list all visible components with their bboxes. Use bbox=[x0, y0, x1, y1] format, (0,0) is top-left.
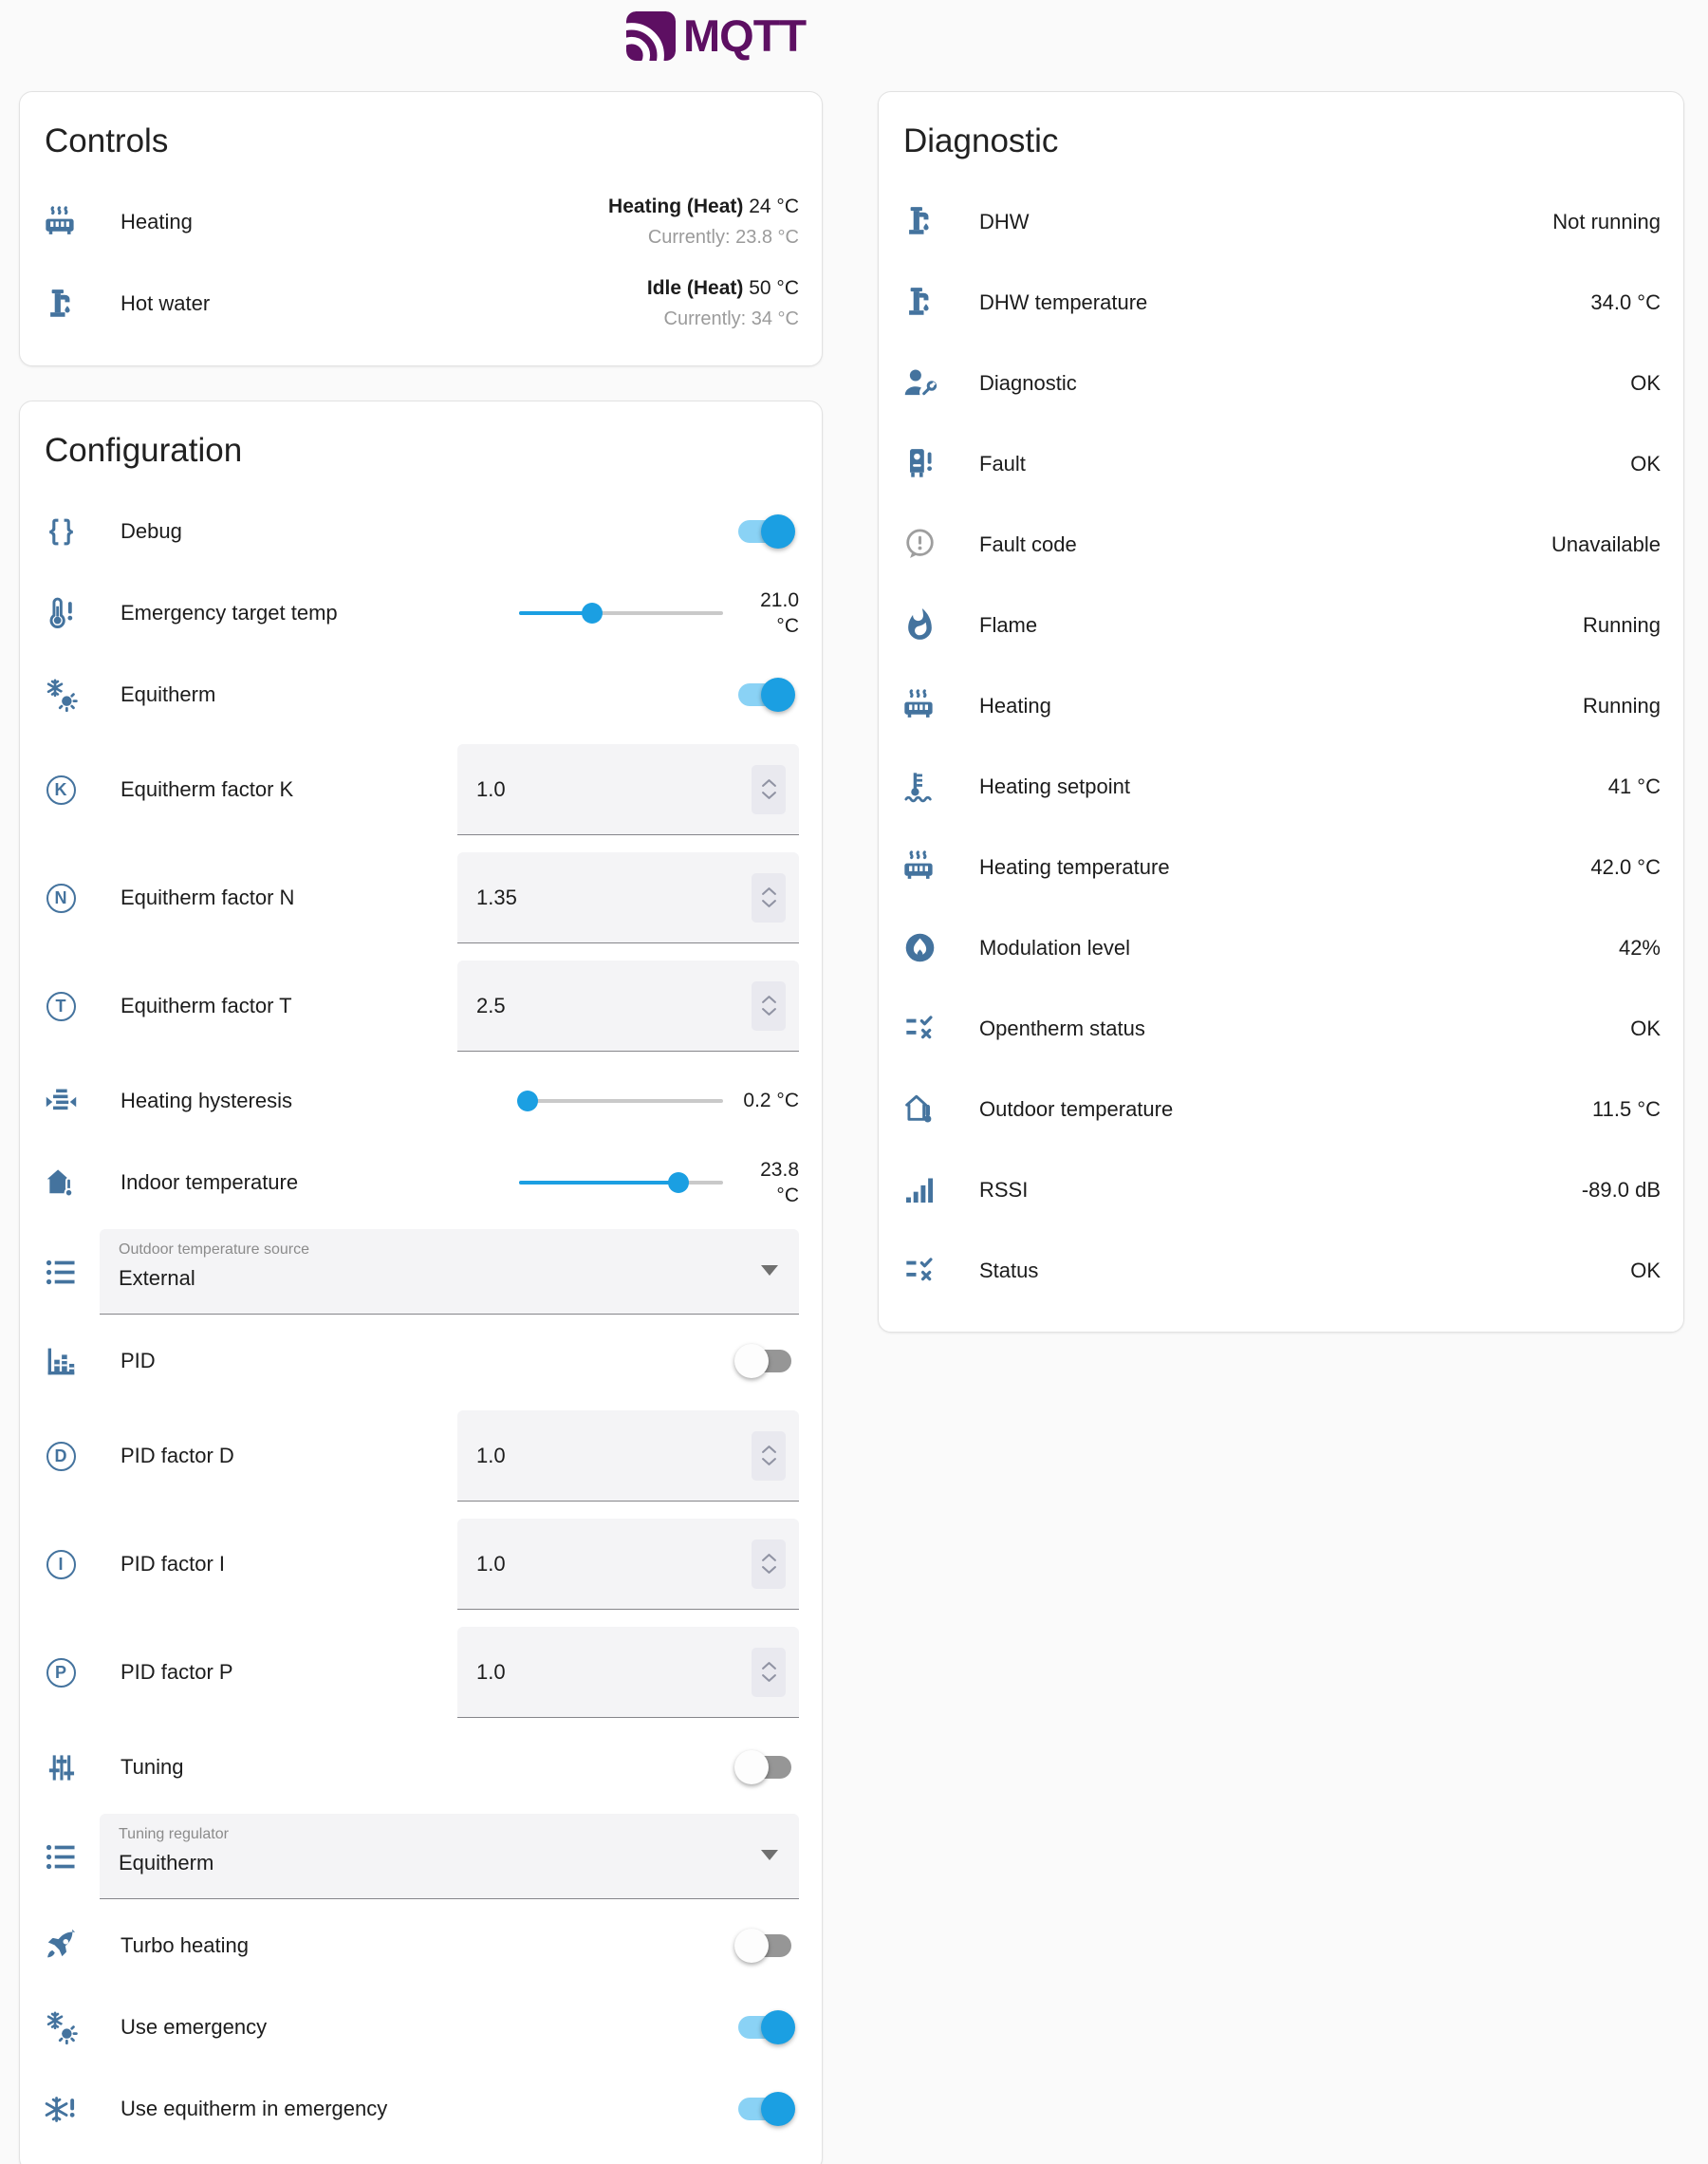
slider-value: 23.8 °C bbox=[760, 1158, 799, 1206]
controls-row-hot-water[interactable] bbox=[43, 263, 799, 345]
sensor-value: OK bbox=[1630, 1258, 1661, 1282]
row-label: Hot water bbox=[121, 291, 211, 315]
row-label: Equitherm factor N bbox=[121, 886, 295, 909]
letter-d-circle-icon: D bbox=[46, 1442, 76, 1471]
number-input[interactable] bbox=[457, 852, 799, 943]
configuration-card bbox=[19, 401, 823, 2164]
row-label: Debug bbox=[121, 519, 182, 543]
config-row-use-equitherm-in-emergency bbox=[43, 2068, 799, 2150]
number-input[interactable] bbox=[457, 1410, 799, 1502]
slider[interactable] bbox=[519, 1099, 723, 1103]
home-thermometer-icon bbox=[43, 1166, 79, 1201]
stepper[interactable] bbox=[752, 873, 786, 923]
list-bulleted-icon bbox=[43, 1255, 79, 1290]
select-value: External bbox=[119, 1266, 195, 1290]
number-value: 1.0 bbox=[476, 776, 506, 801]
slider-wrap bbox=[519, 588, 799, 640]
chevron-down-icon bbox=[761, 1265, 778, 1276]
water-tap-icon bbox=[901, 204, 938, 239]
mqtt-logo-text: MQTT bbox=[683, 10, 807, 61]
comment-alert-icon bbox=[901, 527, 938, 562]
config-row-equitherm-factor-n bbox=[43, 844, 799, 952]
row-label: Turbo heating bbox=[121, 1933, 249, 1957]
sensor-value: 42.0 °C bbox=[1590, 854, 1661, 879]
sun-snowflake-icon bbox=[43, 678, 79, 713]
number-input[interactable] bbox=[457, 744, 799, 835]
number-value: 1.0 bbox=[476, 1659, 506, 1684]
row-label: Tuning bbox=[121, 1755, 184, 1779]
card-title: Diagnostic bbox=[903, 122, 1059, 159]
row-label: Heating hysteresis bbox=[121, 1089, 292, 1112]
row-label: Diagnostic bbox=[979, 370, 1077, 395]
signal-icon bbox=[901, 1172, 938, 1207]
slider-fill bbox=[519, 1181, 678, 1185]
select-label: Outdoor temperature source bbox=[119, 1241, 309, 1258]
letter-d-circle-icon bbox=[43, 1442, 79, 1471]
toggle-switch[interactable] bbox=[738, 2098, 791, 2120]
number-value: 1.35 bbox=[476, 885, 517, 909]
sensor-value: Not running bbox=[1552, 209, 1661, 233]
diagnostic-row-flame[interactable] bbox=[901, 585, 1661, 665]
slider-value: 21.0 °C bbox=[760, 588, 799, 637]
card-title: Controls bbox=[45, 122, 169, 159]
row-label: Flame bbox=[979, 612, 1038, 637]
stepper[interactable] bbox=[752, 1431, 786, 1481]
card-title: Configuration bbox=[45, 432, 243, 469]
row-label: PID factor I bbox=[121, 1552, 226, 1576]
slider-value: 0.2 °C bbox=[743, 1090, 799, 1112]
row-label: Fault bbox=[979, 451, 1026, 476]
diagnostic-row-fault[interactable] bbox=[901, 423, 1661, 504]
climate-state bbox=[647, 276, 799, 330]
radiator-icon bbox=[901, 849, 938, 885]
select-label: Tuning regulator bbox=[119, 1826, 229, 1842]
config-row-equitherm bbox=[43, 654, 799, 736]
slider-thumb[interactable] bbox=[668, 1172, 689, 1193]
sensor-value: 34.0 °C bbox=[1590, 289, 1661, 314]
boiler-alert-icon bbox=[901, 446, 938, 481]
letter-k-circle-icon: K bbox=[46, 775, 76, 805]
row-label: DHW bbox=[979, 209, 1030, 233]
config-row-outdoor-temperature-source bbox=[43, 1223, 799, 1320]
number-input[interactable] bbox=[457, 961, 799, 1052]
letter-k-circle-icon bbox=[43, 775, 79, 805]
diagnostic-row-opentherm-status[interactable] bbox=[901, 988, 1661, 1069]
config-row-emergency-target-temp bbox=[43, 572, 799, 654]
row-label: Heating bbox=[121, 210, 193, 233]
row-label: Equitherm bbox=[121, 682, 216, 706]
list-status-icon bbox=[901, 1011, 938, 1046]
sensor-value: Running bbox=[1583, 612, 1661, 637]
radiator-icon bbox=[43, 205, 79, 240]
switch-knob bbox=[734, 1929, 769, 1963]
row-label: Heating temperature bbox=[979, 854, 1170, 879]
letter-t-circle-icon bbox=[43, 992, 79, 1021]
sensor-value: OK bbox=[1630, 1016, 1661, 1040]
sensor-value: Running bbox=[1583, 693, 1661, 718]
toggle-switch[interactable] bbox=[738, 1350, 791, 1372]
row-label: Heating setpoint bbox=[979, 774, 1130, 798]
diagnostic-row-modulation-level[interactable] bbox=[901, 907, 1661, 988]
climate-state bbox=[608, 195, 799, 249]
row-label: DHW temperature bbox=[979, 289, 1148, 314]
coolant-thermometer-icon bbox=[901, 769, 938, 804]
thermometer-alert-icon bbox=[43, 596, 79, 631]
toggle-switch[interactable] bbox=[738, 683, 791, 706]
home-thermometer-outline-icon bbox=[901, 1091, 938, 1127]
row-label: Emergency target temp bbox=[121, 601, 338, 625]
letter-p-circle-icon: P bbox=[46, 1658, 76, 1688]
number-value: 1.0 bbox=[476, 1551, 506, 1576]
letter-n-circle-icon: N bbox=[46, 884, 76, 913]
fire-icon bbox=[901, 607, 938, 643]
stepper[interactable] bbox=[752, 765, 786, 814]
letter-n-circle-icon bbox=[43, 884, 79, 913]
sensor-value: 41 °C bbox=[1607, 774, 1661, 798]
diagnostic-row-outdoor-temperature[interactable] bbox=[901, 1069, 1661, 1149]
slider[interactable] bbox=[519, 611, 723, 615]
state-secondary: Currently: 23.8 °C bbox=[647, 226, 799, 248]
letter-p-circle-icon bbox=[43, 1658, 79, 1688]
state-text: Heating (Heat) 24 °C bbox=[608, 196, 799, 218]
diagnostic-card bbox=[878, 91, 1684, 1333]
hysteresis-icon bbox=[43, 1084, 79, 1119]
switch-knob bbox=[734, 1750, 769, 1784]
state-text: Idle (Heat) 50 °C bbox=[646, 277, 799, 300]
account-wrench-icon bbox=[901, 365, 938, 401]
config-row-equitherm-factor-t bbox=[43, 952, 799, 1060]
list-bulleted-icon bbox=[43, 1839, 79, 1875]
row-label: Status bbox=[979, 1258, 1039, 1282]
row-label: PID factor P bbox=[121, 1660, 233, 1684]
sun-snowflake-icon bbox=[43, 2010, 79, 2045]
slider-wrap bbox=[519, 1157, 799, 1209]
toggle-switch[interactable] bbox=[738, 1934, 791, 1957]
toggle-switch[interactable] bbox=[738, 2016, 791, 2039]
config-row-pid-factor-i bbox=[43, 1510, 799, 1618]
letter-t-circle-icon: T bbox=[46, 992, 76, 1021]
row-label: Use equitherm in emergency bbox=[121, 2097, 388, 2120]
sensor-value: 42% bbox=[1618, 935, 1661, 960]
row-label: Fault code bbox=[979, 532, 1077, 556]
snowflake-alert-icon bbox=[43, 2092, 79, 2127]
sensor-value: -89.0 dB bbox=[1581, 1177, 1661, 1202]
diagnostic-row-heating[interactable] bbox=[901, 665, 1661, 746]
controls-card bbox=[19, 91, 823, 366]
config-row-heating-hysteresis bbox=[43, 1060, 799, 1142]
row-label: PID factor D bbox=[121, 1444, 234, 1467]
slider-thumb[interactable] bbox=[582, 603, 603, 624]
stepper[interactable] bbox=[752, 1648, 786, 1697]
diagnostic-row-status[interactable] bbox=[901, 1230, 1661, 1311]
row-label: Opentherm status bbox=[979, 1016, 1145, 1040]
row-label: Outdoor temperature bbox=[979, 1096, 1174, 1121]
fire-circle-icon bbox=[901, 930, 938, 965]
switch-knob bbox=[761, 514, 795, 549]
select-tuning-regulator[interactable] bbox=[100, 1814, 799, 1899]
sensor-value: OK bbox=[1630, 451, 1661, 476]
state-secondary: Currently: 34 °C bbox=[663, 308, 799, 329]
slider[interactable] bbox=[519, 1181, 723, 1185]
row-label: Heating bbox=[979, 693, 1051, 718]
config-row-equitherm-factor-k bbox=[43, 736, 799, 844]
config-row-pid-factor-d bbox=[43, 1402, 799, 1510]
row-label: Indoor temperature bbox=[121, 1170, 299, 1194]
number-value: 1.0 bbox=[476, 1443, 506, 1467]
config-row-use-emergency bbox=[43, 1987, 799, 2068]
config-row-pid bbox=[43, 1320, 799, 1402]
tune-icon bbox=[43, 1750, 79, 1785]
water-tap-icon bbox=[901, 285, 938, 320]
controls-row-heating[interactable] bbox=[43, 181, 799, 263]
code-braces-icon bbox=[43, 514, 79, 550]
diagnostic-row-heating-setpoint[interactable] bbox=[901, 746, 1661, 827]
config-row-debug bbox=[43, 491, 799, 572]
slider-wrap bbox=[519, 1088, 799, 1113]
list-status-icon bbox=[901, 1253, 938, 1288]
stepper[interactable] bbox=[752, 981, 786, 1031]
letter-i-circle-icon bbox=[43, 1550, 79, 1579]
number-input[interactable] bbox=[457, 1519, 799, 1610]
config-row-pid-factor-p bbox=[43, 1618, 799, 1726]
diagnostic-row-dhw-temperature[interactable] bbox=[901, 262, 1661, 343]
slider-thumb[interactable] bbox=[517, 1091, 538, 1111]
config-row-tuning-regulator bbox=[43, 1808, 799, 1905]
switch-knob bbox=[734, 1344, 769, 1378]
row-label: Equitherm factor T bbox=[121, 994, 292, 1017]
config-row-tuning bbox=[43, 1726, 799, 1808]
switch-knob bbox=[761, 678, 795, 712]
number-input[interactable] bbox=[457, 1627, 799, 1718]
diagnostic-row-fault-code[interactable] bbox=[901, 504, 1661, 585]
chart-histogram-icon bbox=[43, 1344, 79, 1379]
select-value: Equitherm bbox=[119, 1851, 214, 1875]
rocket-icon bbox=[43, 1929, 79, 1964]
row-label: Use emergency bbox=[121, 2015, 268, 2039]
letter-i-circle-icon: I bbox=[46, 1550, 76, 1579]
number-value: 2.5 bbox=[476, 993, 506, 1017]
row-label: Equitherm factor K bbox=[121, 777, 294, 801]
row-label: Modulation level bbox=[979, 935, 1130, 960]
sensor-value: 11.5 °C bbox=[1592, 1096, 1661, 1121]
config-row-indoor-temperature bbox=[43, 1142, 799, 1223]
select-outdoor-temperature-source[interactable] bbox=[100, 1229, 799, 1315]
stepper[interactable] bbox=[752, 1539, 786, 1589]
mqtt-logo bbox=[626, 9, 806, 62]
diagnostic-row-rssi[interactable] bbox=[901, 1149, 1661, 1230]
switch-knob bbox=[761, 2092, 795, 2126]
sensor-value: Unavailable bbox=[1551, 532, 1661, 556]
row-label: RSSI bbox=[979, 1177, 1029, 1202]
row-label: PID bbox=[121, 1349, 156, 1372]
chevron-down-icon bbox=[761, 1850, 778, 1860]
diagnostic-row-diagnostic[interactable] bbox=[901, 343, 1661, 423]
water-tap-icon bbox=[43, 287, 79, 322]
radiator-icon bbox=[901, 688, 938, 723]
toggle-switch[interactable] bbox=[738, 520, 791, 543]
toggle-switch[interactable] bbox=[738, 1756, 791, 1779]
config-row-turbo-heating bbox=[43, 1905, 799, 1987]
sensor-value: OK bbox=[1630, 370, 1661, 395]
diagnostic-row-heating-temperature[interactable] bbox=[901, 827, 1661, 907]
mqtt-logo-icon bbox=[626, 11, 676, 61]
switch-knob bbox=[761, 2010, 795, 2044]
diagnostic-row-dhw[interactable] bbox=[901, 181, 1661, 262]
